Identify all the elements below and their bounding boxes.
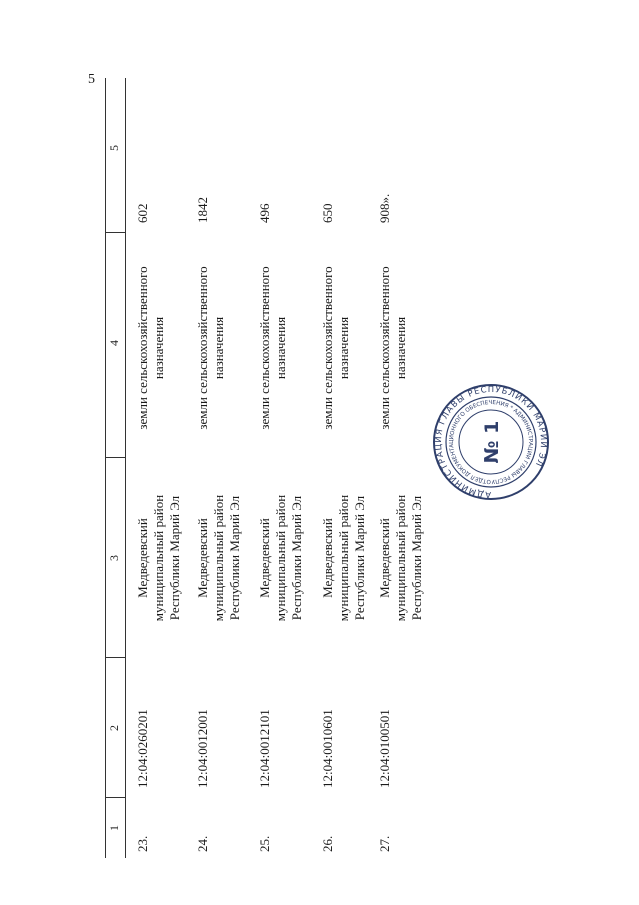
cadastral-number: 12:04:0012101 (257, 709, 272, 788)
official-stamp (432, 383, 550, 501)
area-value: 496 (257, 203, 272, 223)
row-number: 27. (377, 835, 392, 852)
table-header-border (125, 78, 126, 858)
land-category: земли сельскохозяйственного назначения (135, 266, 166, 430)
row-number: 23. (135, 835, 150, 852)
table-row (135, 78, 195, 858)
row-number: 26. (320, 835, 335, 852)
row-number: 25. (257, 835, 272, 852)
land-category: земли сельскохозяйственного назначения (320, 266, 351, 430)
area-value: 908». (377, 193, 392, 223)
column-divider (105, 657, 125, 658)
column-header-3: 3 (107, 555, 121, 561)
table-row (195, 78, 255, 858)
cadastral-number: 12:04:0100501 (377, 709, 392, 788)
cadastral-number: 12:04:0010601 (320, 709, 335, 788)
cadastral-number: 12:04:0260201 (135, 709, 150, 788)
row-number: 24. (195, 835, 210, 852)
table-row (377, 78, 437, 858)
land-category: земли сельскохозяйственного назначения (257, 266, 288, 430)
area-value: 650 (320, 203, 335, 223)
column-header-4: 4 (107, 340, 121, 346)
land-category: земли сельскохозяйственного назначения (377, 266, 408, 430)
svg-text:ОТДЕЛ ДОКУМЕНТАЦИОННОГО ОБЕСПЕ: ОТДЕЛ ДОКУМЕНТАЦИОННОГО ОБЕСПЕЧЕНИЯ * АДМИНИСТРАЦИИ ГЛАВЫ РЕСПУ (448, 399, 534, 485)
cadastral-number: 12:04:0012001 (195, 709, 210, 788)
stamp-seal-icon (432, 383, 550, 501)
column-header-2: 2 (107, 725, 121, 731)
table-row (320, 78, 380, 858)
municipality: Медведевский муниципальный район Республики Марий Эл (257, 494, 304, 622)
svg-text:АДМИНИСТРАЦИЯ ГЛАВЫ РЕСПУБЛИКИ: АДМИНИСТРАЦИЯ ГЛАВЫ РЕСПУБЛИКИ МАРИЙ ЭЛ (432, 383, 550, 501)
column-header-1: 1 (107, 825, 121, 831)
column-divider (105, 232, 125, 233)
area-value: 1842 (195, 197, 210, 223)
land-category: земли сельскохозяйственного назначения (195, 266, 226, 430)
area-value: 602 (135, 203, 150, 223)
municipality: Медведевский муниципальный район Республики Марий Эл (377, 494, 424, 622)
svg-text:№ 1: № 1 (481, 420, 503, 464)
table-top-border (105, 78, 106, 858)
municipality: Медведевский муниципальный район Республики Марий Эл (320, 494, 367, 622)
column-divider (105, 457, 125, 458)
municipality: Медведевский муниципальный район Республики Марий Эл (135, 494, 182, 622)
table-row (257, 78, 317, 858)
municipality: Медведевский муниципальный район Республики Марий Эл (195, 494, 242, 622)
page-number: 5 (88, 72, 95, 87)
column-header-5: 5 (107, 145, 121, 151)
column-divider (105, 797, 125, 798)
